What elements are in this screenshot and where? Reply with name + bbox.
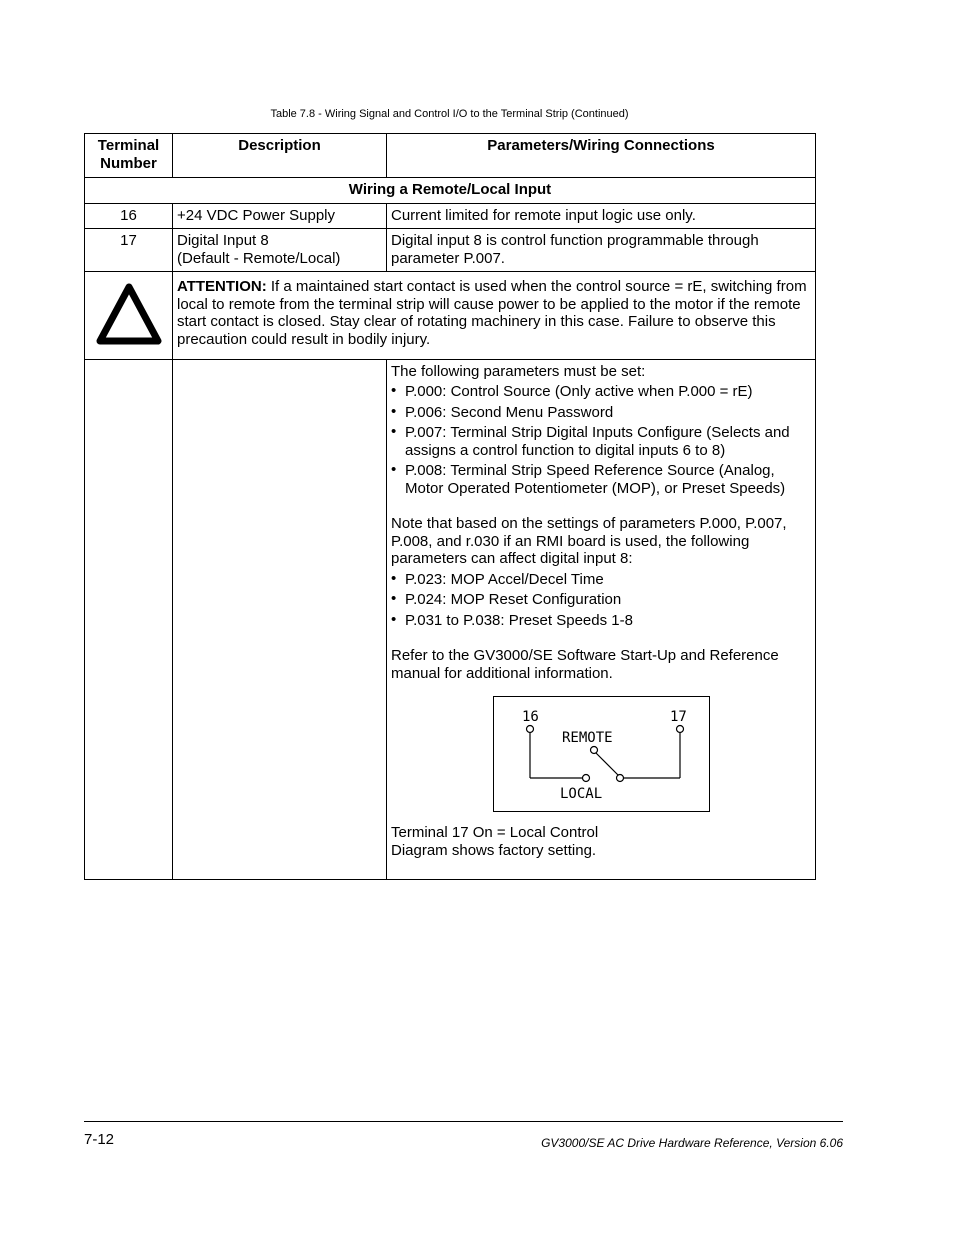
details-note: Note that based on the settings of parameters P.000, P.007, P.008, and r.030 if an RMI board is used, the following parameters can affect digital input 8: [391,515,787,567]
parameters-cell: Current limited for remote input logic use only. [387,203,816,229]
remote-label: REMOTE [562,730,613,746]
wiring-table [84,133,816,880]
attention-row [85,272,816,360]
warning-icon-cell [85,272,173,360]
list-item: • P.000: Control Source (Only active when P.000 = rE) [391,383,811,401]
header-parameters: Parameters/Wiring Connections [387,134,816,178]
terminal-16-label: 16 [522,709,539,725]
table-caption: Table 7.8 - Wiring Signal and Control I/O to the Terminal Strip (Continued) [270,108,629,120]
attention-text [173,272,816,360]
local-label: LOCAL [560,786,603,802]
parameter-list [391,383,811,497]
section-row [85,178,816,204]
footer-rule [84,1121,843,1122]
footer-title: GV3000/SE AC Drive Hardware Reference, Version 6.06 [541,1136,843,1150]
details-refer: Refer to the GV3000/SE Software Start-Up and Reference manual for additional information. [391,647,779,682]
attention-label: ATTENTION: [177,278,267,295]
list-item: • P.031 to P.038: Preset Speeds 1-8 [391,612,811,630]
footnote-line: Diagram shows factory setting. [391,841,597,859]
terminal-cell: 17 [85,229,173,272]
details-row [85,359,816,880]
list-item: • P.024: MOP Reset Configuration [391,591,811,609]
warning-triangle-icon [95,280,163,346]
empty-description-cell [173,359,387,880]
parameters-cell: Digital input 8 is control function programmable through parameter P.007. [387,229,816,272]
empty-terminal-cell [85,359,173,880]
attention-body: If a maintained start contact is used when the control source = rE, switching from local to remote from the terminal strip will cause power to be applied to the motor if the remote start contact is closed. Stay clear of rotating machinery in this case. Failure to observe this precaution could result in bodily injury. [177,278,807,348]
details-cell [387,359,816,880]
list-item: • P.007: Terminal Strip Digital Inputs Configure (Selects and assigns a control function to digital inputs 6 to 8) [391,424,811,459]
description-line: (Default - Remote/Local) [177,249,341,267]
footnote-line: Terminal 17 On = Local Control [391,824,599,841]
list-item: • P.008: Terminal Strip Speed Reference Source (Analog, Motor Operated Potentiometer (MOP), or Preset Speeds) [391,462,811,497]
description-line: Digital Input 8 [177,232,269,249]
list-item: • P.023: MOP Accel/Decel Time [391,571,811,589]
description-cell: +24 VDC Power Supply [173,203,387,229]
section-title: Wiring a Remote/Local Input [85,178,816,204]
list-item: • P.006: Second Menu Password [391,404,811,422]
remote-local-switch-diagram [493,696,710,812]
details-intro: The following parameters must be set: [391,362,646,380]
affecting-parameter-list [391,571,811,630]
terminal-17-label: 17 [670,709,687,725]
terminal-cell: 16 [85,203,173,229]
table-header-row [85,134,816,178]
table-row [85,203,816,229]
table-row [85,229,816,272]
header-terminal-number: Terminal Number [85,134,173,178]
description-cell [173,229,387,272]
header-description: Description [173,134,387,178]
page-number: 7-12 [84,1131,115,1148]
